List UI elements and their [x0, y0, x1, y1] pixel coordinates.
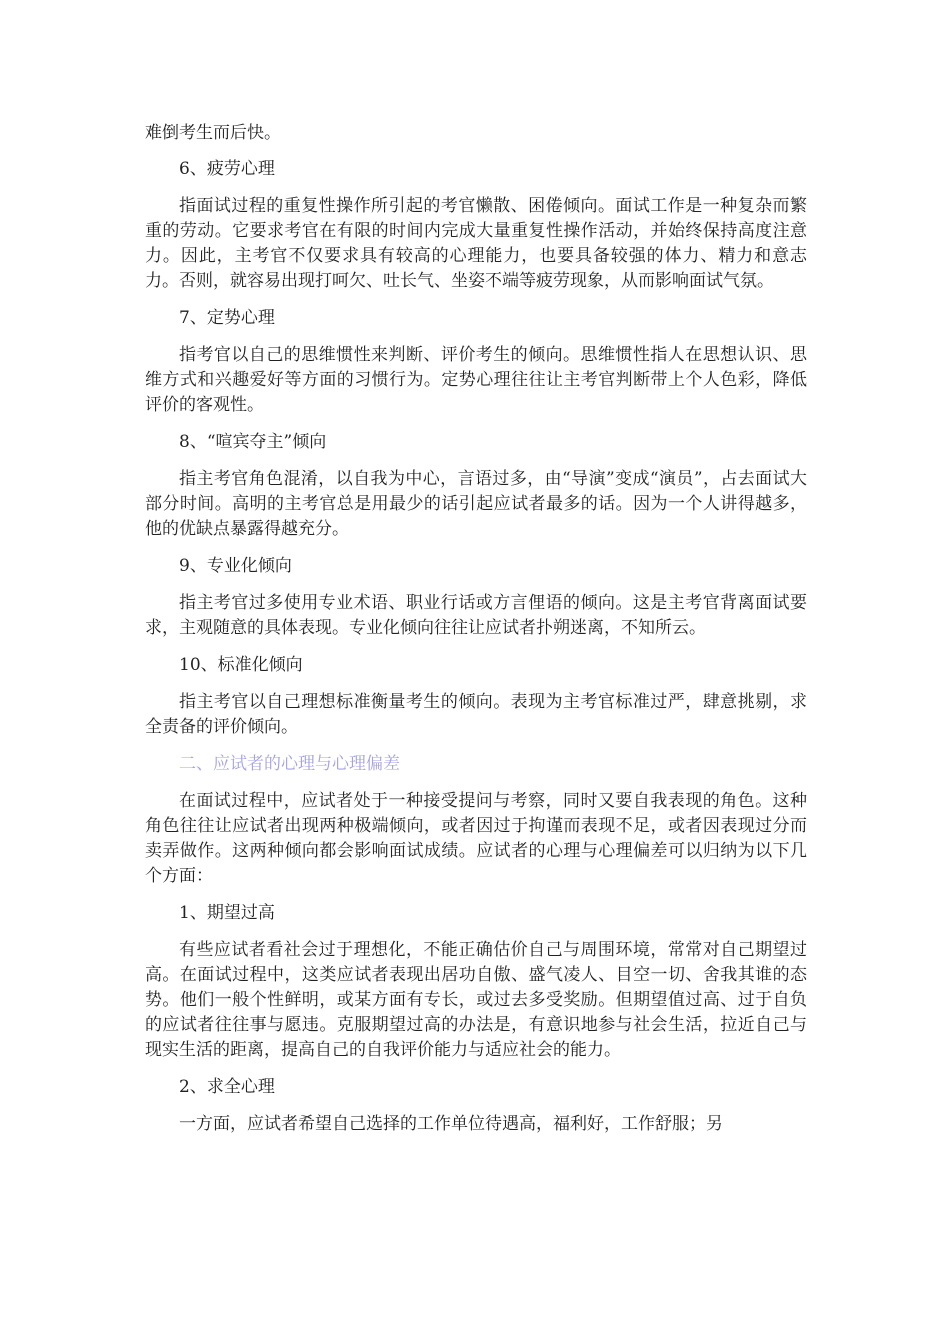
item-heading-fatigue: 6、疲劳心理: [179, 159, 275, 179]
paragraph-candidate-intro: 在面试过程中，应试者处于一种接受提问与考察，同时又要自我表现的角色。这种角色往往让应试者出现两种极端倾向，或者因过于拘谨而表现不足，或者因表现过分而卖弄做作。这两种倾向都会影响面试成绩。应试者的心理与心理偏差可以归纳为以下几个方面：: [145, 791, 807, 886]
item-heading-perfectionism: 2、求全心理: [179, 1077, 275, 1097]
item-heading-dominating: 8、“喧宾夺主”倾向: [179, 432, 327, 452]
section-title: 二、应试者的心理与心理偏差: [179, 754, 400, 774]
paragraph-perfectionism: 一方面，应试者希望自己选择的工作单位待遇高，福利好，工作舒服；另: [179, 1114, 723, 1134]
paragraph-high-expectation: 有些应试者看社会过于理想化，不能正确估价自己与周围环境，常常对自己期望过高。在面试过程中，这类应试者表现出居功自傲、盛气凌人、目空一切、舍我其谁的态势。他们一般个性鲜明，或某方面有专长，或过去多受奖励。但期望值过高、过于自负的应试者往往事与愿违。克服期望过高的办法是，有意识地参与社会生活，拉近自己与现实生活的距离，提高自己的自我评价能力与适应社会的能力。: [145, 940, 807, 1060]
paragraph-fixed-mindset: 指考官以自己的思维惯性来判断、评价考生的倾向。思维惯性指人在思想认识、思维方式和兴趣爱好等方面的习惯行为。定势心理往往让主考官判断带上个人色彩，降低评价的客观性。: [145, 345, 807, 415]
paragraph-dominating: 指主考官角色混淆，以自我为中心，言语过多，由“导演”变成“演员”，占去面试大部分时间。高明的主考官总是用最少的话引起应试者最多的话。因为一个人讲得越多，他的优缺点暴露得越充分。: [145, 469, 807, 539]
continuation-text: 难倒考生而后快。: [145, 123, 281, 143]
paragraph-jargon: 指主考官过多使用专业术语、职业行话或方言俚语的倾向。这是主考官背离面试要求，主观随意的具体表现。专业化倾向往往让应试者扑朔迷离，不知所云。: [145, 593, 807, 638]
document-body: [145, 121, 807, 1149]
paragraph-standardization: 指主考官以自己理想标准衡量考生的倾向。表现为主考官标准过严，肆意挑剔，求全责备的评价倾向。: [145, 692, 807, 737]
item-heading-high-expectation: 1、期望过高: [179, 903, 275, 923]
item-heading-jargon: 9、专业化倾向: [179, 556, 292, 576]
item-heading-fixed-mindset: 7、定势心理: [179, 308, 275, 328]
item-heading-standardization: 10、标准化倾向: [179, 655, 303, 675]
paragraph-fatigue: 指面试过程的重复性操作所引起的考官懒散、困倦倾向。面试工作是一种复杂而繁重的劳动。它要求考官在有限的时间内完成大量重复性操作活动，并始终保持高度注意力。因此，主考官不仅要求具有较高的心理能力，也要具备较强的体力、精力和意志力。否则，就容易出现打呵欠、吐长气、坐姿不端等疲劳现象，从而影响面试气氛。: [145, 196, 807, 291]
